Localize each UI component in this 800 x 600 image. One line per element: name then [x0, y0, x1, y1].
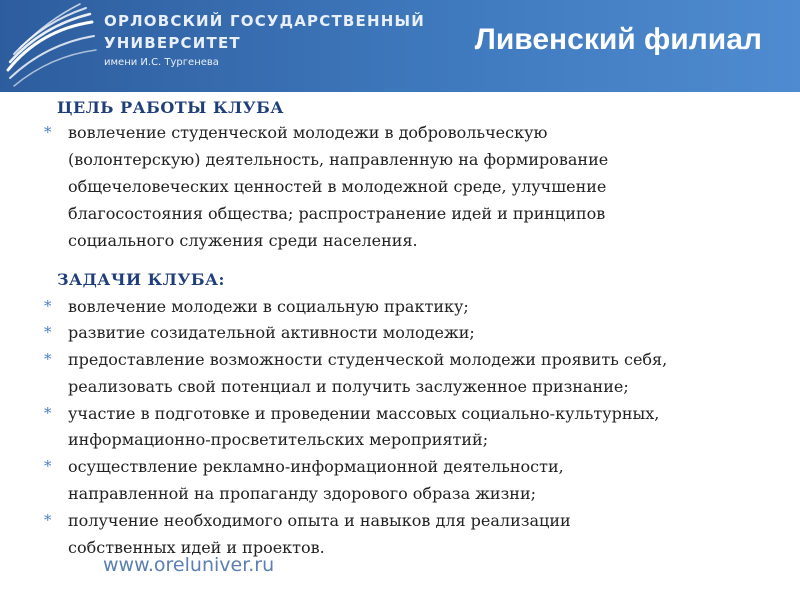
goal-line: (волонтерскую) деятельность, направленную на формирование — [68, 150, 609, 169]
university-logo-icon — [0, 0, 100, 92]
header-banner — [0, 0, 800, 92]
goal-line: вовлечение студенческой молодежи в добровольческую — [68, 123, 548, 142]
task-line: развитие созидательной активности молодежи; — [68, 323, 475, 342]
university-name-line2: УНИВЕРСИТЕТ — [104, 34, 241, 52]
task-line: участие в подготовке и проведении массовых социально-культурных, — [68, 404, 660, 423]
bullet-icon: * — [44, 323, 52, 341]
task-line: направленной на пропаганду здорового образа жизни; — [68, 484, 537, 503]
tasks-heading: ЗАДАЧИ КЛУБА: — [57, 270, 225, 289]
bullet-icon: * — [44, 511, 52, 529]
website-link[interactable]: www.oreluniver.ru — [103, 554, 275, 576]
task-line: получение необходимого опыта и навыков для реализации — [68, 511, 571, 530]
task-line: собственных идей и проектов. — [68, 538, 325, 557]
bullet-icon: * — [44, 350, 52, 368]
task-line: предоставление возможности студенческой молодежи проявить себя, — [68, 350, 668, 369]
bullet-icon: * — [44, 123, 52, 141]
goal-line: социального служения среди населения. — [68, 231, 418, 250]
bullet-icon: * — [44, 404, 52, 422]
bullet-icon: * — [44, 297, 52, 315]
task-line: реализовать свой потенциал и получить заслуженное признание; — [68, 377, 629, 396]
university-name-line1: ОРЛОВСКИЙ ГОСУДАРСТВЕННЫЙ — [104, 12, 425, 30]
goal-heading: ЦЕЛЬ РАБОТЫ КЛУБА — [57, 98, 284, 117]
goal-line: благосостояния общества; распространение идей и принципов — [68, 204, 606, 223]
task-line: вовлечение молодежи в социальную практику; — [68, 297, 469, 316]
university-honorific: имени И.С. Тургенева — [104, 57, 219, 68]
branch-title: Ливенский филиал — [474, 23, 762, 56]
task-line: осуществление рекламно-информационной деятельности, — [68, 457, 564, 476]
bullet-icon: * — [44, 457, 52, 475]
goal-line: общечеловеческих ценностей в молодежной среде, улучшение — [68, 177, 607, 196]
task-line: информационно-просветительских мероприятий; — [68, 430, 489, 449]
